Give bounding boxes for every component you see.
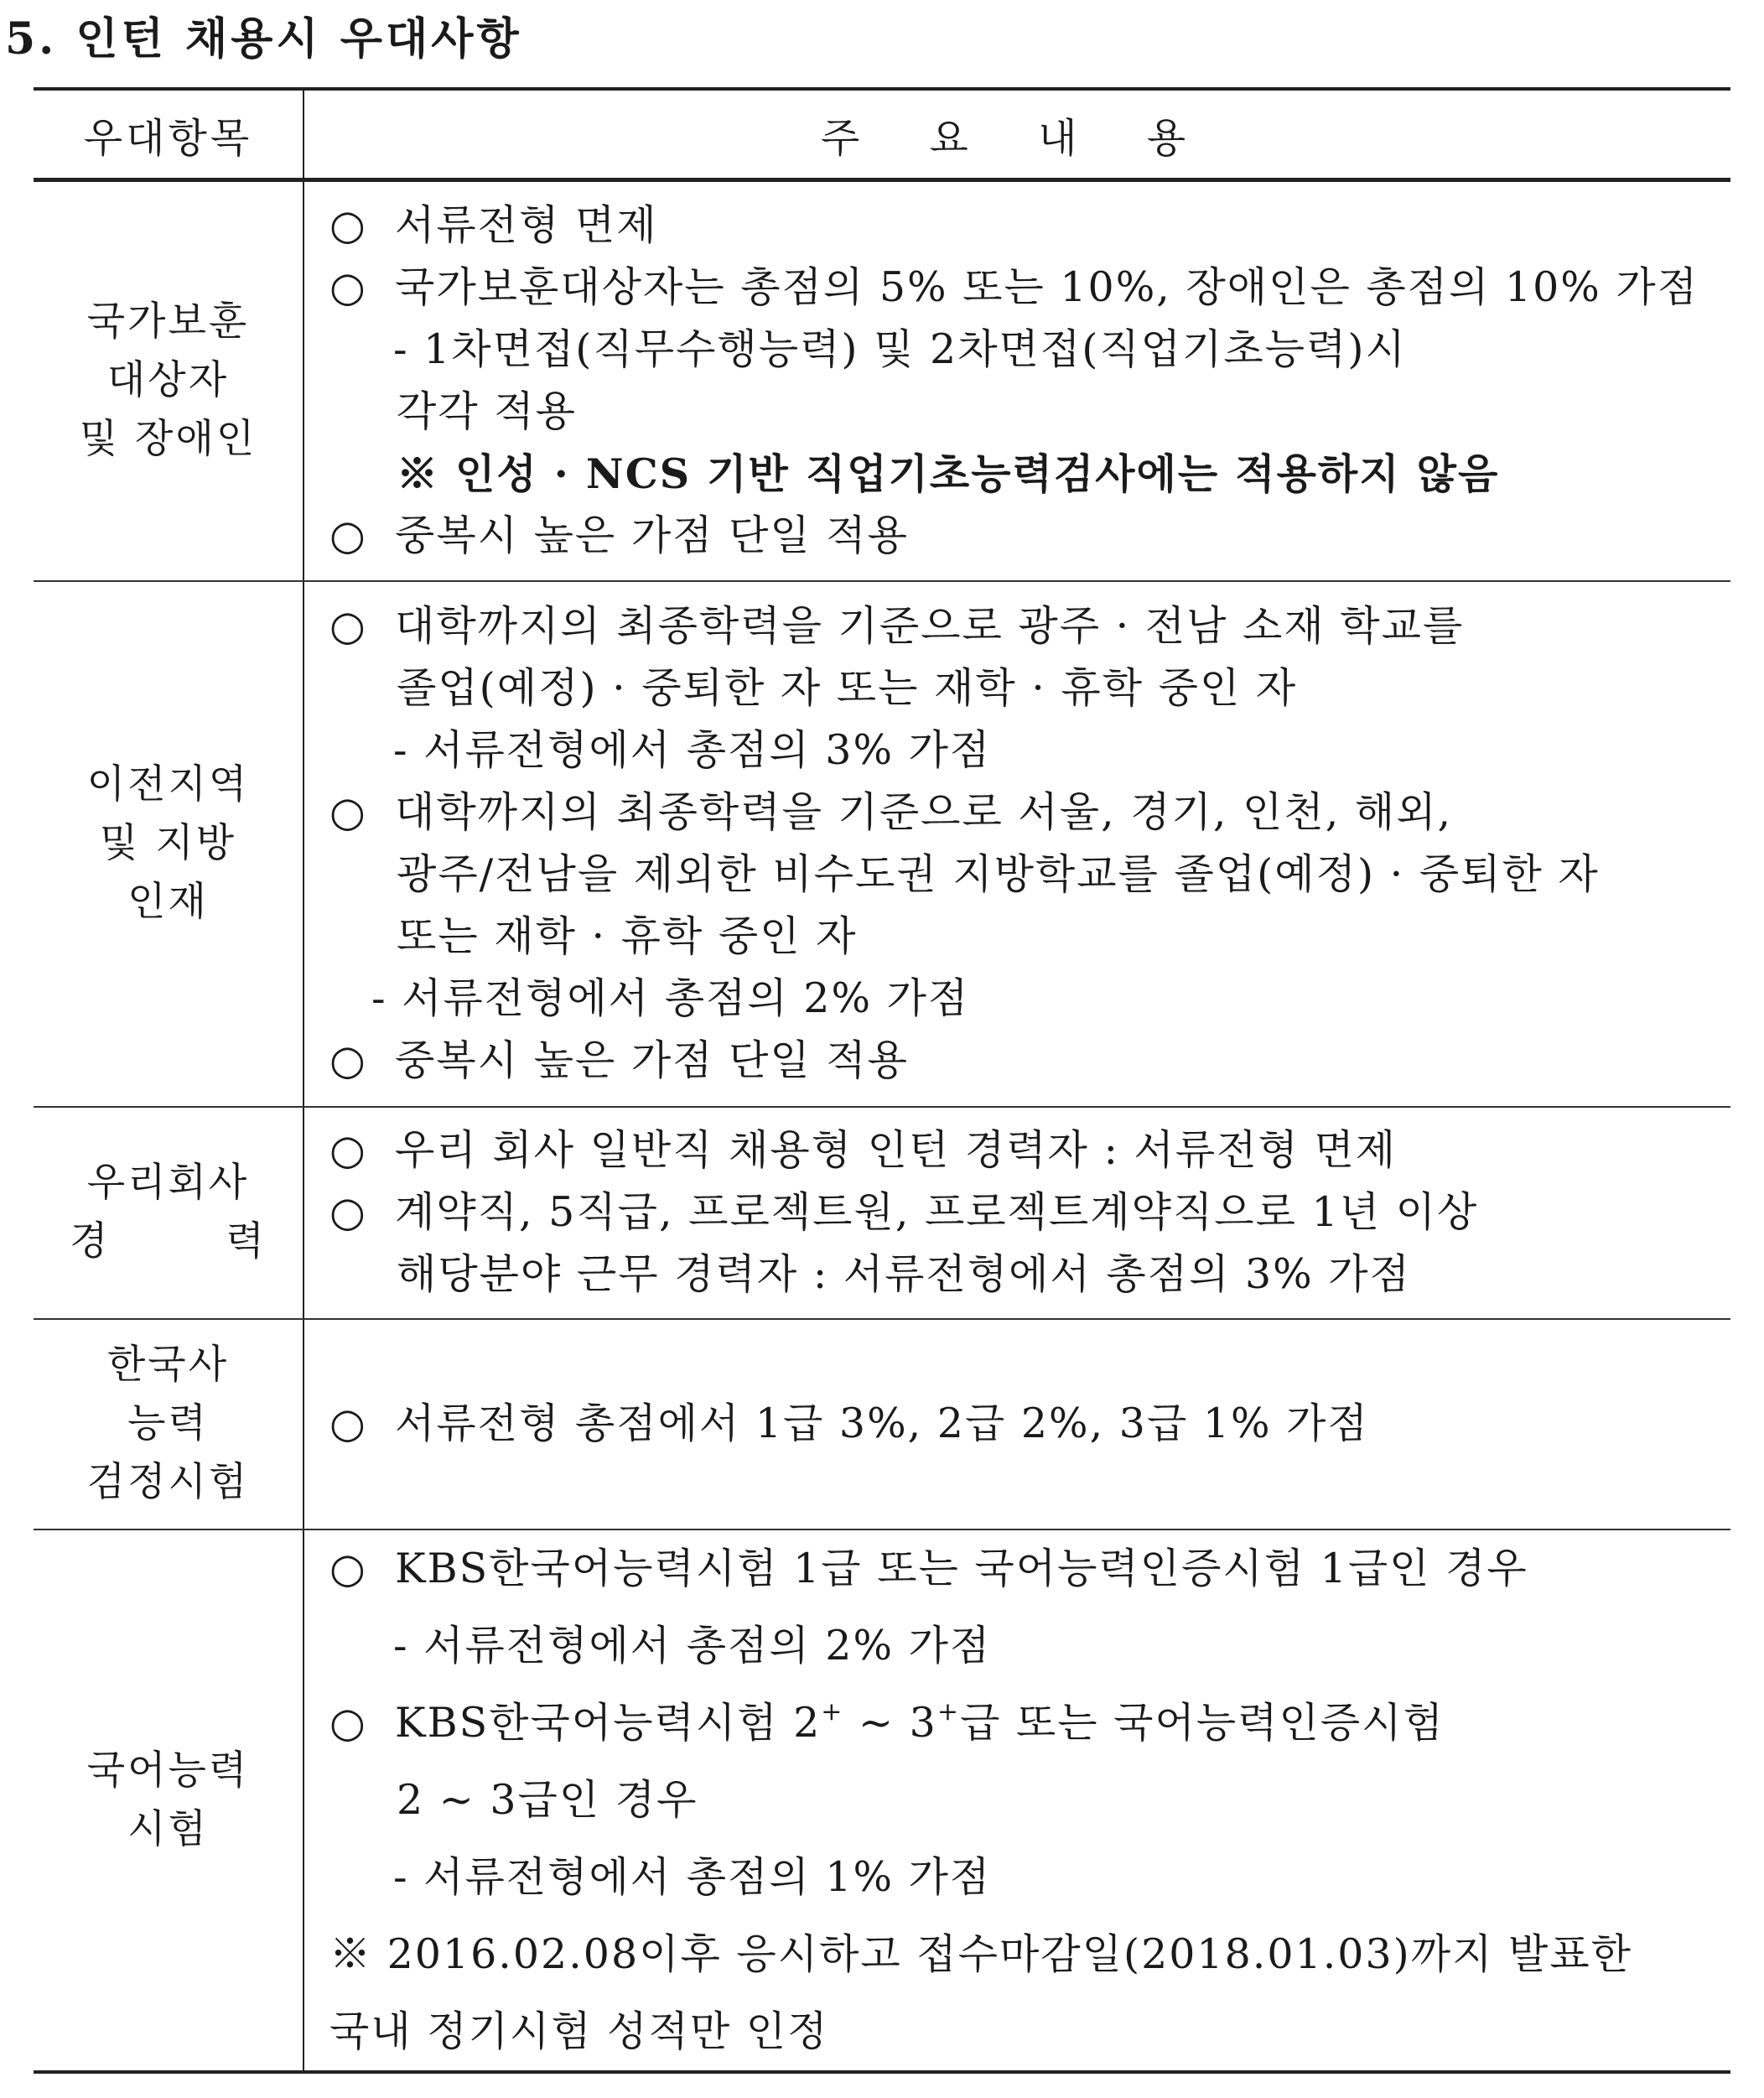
content-line: ○ 중복시 높은 가점 단일 적용	[329, 505, 1730, 567]
circle-bullet-icon: ○	[329, 201, 367, 250]
content-cell	[304, 1529, 1730, 2072]
category-line: 우리회사	[86, 1160, 250, 1206]
content-line: - 1차면접(직무수행능력) 및 2차면접(직업기초능력)시	[393, 325, 1407, 374]
content-cell	[304, 180, 1730, 581]
table-row-korean-language	[34, 1529, 1730, 2072]
circle-bullet-icon: ○	[329, 512, 367, 560]
category-line: 국어능력	[86, 1747, 250, 1794]
circle-bullet-icon: ○	[329, 1400, 367, 1447]
preference-table	[34, 87, 1730, 2074]
table-row-regional	[34, 581, 1730, 1107]
content-line: 졸업(예정) · 중퇴한 자 또는 재학 · 휴학 중인 자	[397, 664, 1298, 712]
table-row-company-career	[34, 1107, 1730, 1319]
content-line: ○ KBS한국어능력시험 2+ ~ 3+급 또는 국어능력인증시험	[329, 1685, 1730, 1762]
category-line: 국가보훈	[86, 299, 250, 345]
content-line: - 서류전형에서 총점의 2% 가점	[371, 974, 970, 1022]
category-line: 한국사	[106, 1342, 230, 1388]
content-line: - 서류전형에서 총점의 3% 가점	[393, 726, 992, 774]
content-line: 또는 재학 · 휴학 중인 자	[397, 912, 858, 960]
content-line: - 서류전형에서 총점의 2% 가점	[393, 1621, 992, 1670]
category-line: 능력	[127, 1400, 209, 1446]
category-cell	[34, 1319, 304, 1529]
table-row-korean-history	[34, 1319, 1730, 1529]
content-cell	[304, 1319, 1730, 1529]
category-line: 및 장애인	[79, 416, 257, 463]
section-title: 5. 인턴 채용시 우대사항	[5, 13, 522, 65]
category-line: 경 력	[70, 1218, 267, 1265]
category-line: 시험	[127, 1805, 209, 1852]
circle-bullet-icon: ○	[329, 1036, 367, 1084]
content-line: ○ KBS한국어능력시험 1급 또는 국어능력인증시험 1급인 경우	[329, 1530, 1730, 1607]
table-row-veterans	[34, 180, 1730, 581]
content-line: ○ 서류전형 총점에서 1급 3%, 2급 2%, 3급 1% 가점	[329, 1393, 1730, 1455]
category-line: 검정시험	[86, 1459, 250, 1505]
category-line: 및 지방	[99, 820, 237, 866]
category-line: 인재	[127, 879, 209, 925]
category-cell	[34, 581, 304, 1107]
content-line: 광주/전남을 제외한 비수도권 지방학교를 졸업(예정) · 중퇴한 자	[397, 850, 1600, 898]
circle-bullet-icon: ○	[329, 788, 367, 836]
content-line: ○ 계약직, 5직급, 프로젝트원, 프로젝트계약직으로 1년 이상	[329, 1181, 1730, 1244]
circle-bullet-icon: ○	[329, 602, 367, 650]
table-header-row	[34, 89, 1730, 180]
category-cell	[34, 1529, 304, 2072]
category-cell	[34, 1107, 304, 1319]
circle-bullet-icon: ○	[329, 1188, 367, 1236]
circle-bullet-icon: ○	[329, 1126, 367, 1174]
circle-bullet-icon: ○	[329, 1544, 367, 1592]
content-line: 해당분야 근무 경력자 : 서류전형에서 총점의 3% 가점	[397, 1250, 1411, 1298]
content-line: - 서류전형에서 총점의 1% 가점	[393, 1852, 992, 1901]
content-line: ○ 대학까지의 최종학력을 기준으로 서울, 경기, 인천, 해외,	[329, 782, 1730, 844]
content-cell	[304, 581, 1730, 1107]
content-line: ○ 국가보훈대상자는 총점의 5% 또는 10%, 장애인은 총점의 10% 가점	[329, 257, 1730, 319]
content-line: ○ 중복시 높은 가점 단일 적용	[329, 1030, 1730, 1092]
content-line: 2 ~ 3급인 경우	[397, 1775, 698, 1824]
note-line: 국내 정기시험 성적만 인정	[329, 2007, 829, 2055]
content-cell	[304, 1107, 1730, 1319]
circle-bullet-icon: ○	[329, 263, 367, 312]
content-line: 각각 적용	[397, 387, 577, 436]
column-header-content: 주 요 내 용	[304, 89, 1730, 180]
category-line: 대상자	[106, 357, 230, 404]
category-cell	[34, 180, 304, 581]
content-line: ○ 우리 회사 일반직 채용형 인턴 경력자 : 서류전형 면제	[329, 1119, 1730, 1181]
note-line: ※ 인성 · NCS 기반 직업기초능력검사에는 적용하지 않음	[397, 449, 1500, 499]
column-header-category: 우대항목	[34, 89, 304, 180]
category-line: 이전지역	[86, 761, 250, 808]
note-line: ※ 2016.02.08이후 응시하고 접수마감일(2018.01.03)까지 발표한	[329, 1929, 1632, 1978]
circle-bullet-icon: ○	[329, 1698, 367, 1747]
content-line: ○ 대학까지의 최종학력을 기준으로 광주 · 전남 소재 학교를	[329, 595, 1730, 657]
content-line: ○ 서류전형 면제	[329, 195, 1730, 257]
